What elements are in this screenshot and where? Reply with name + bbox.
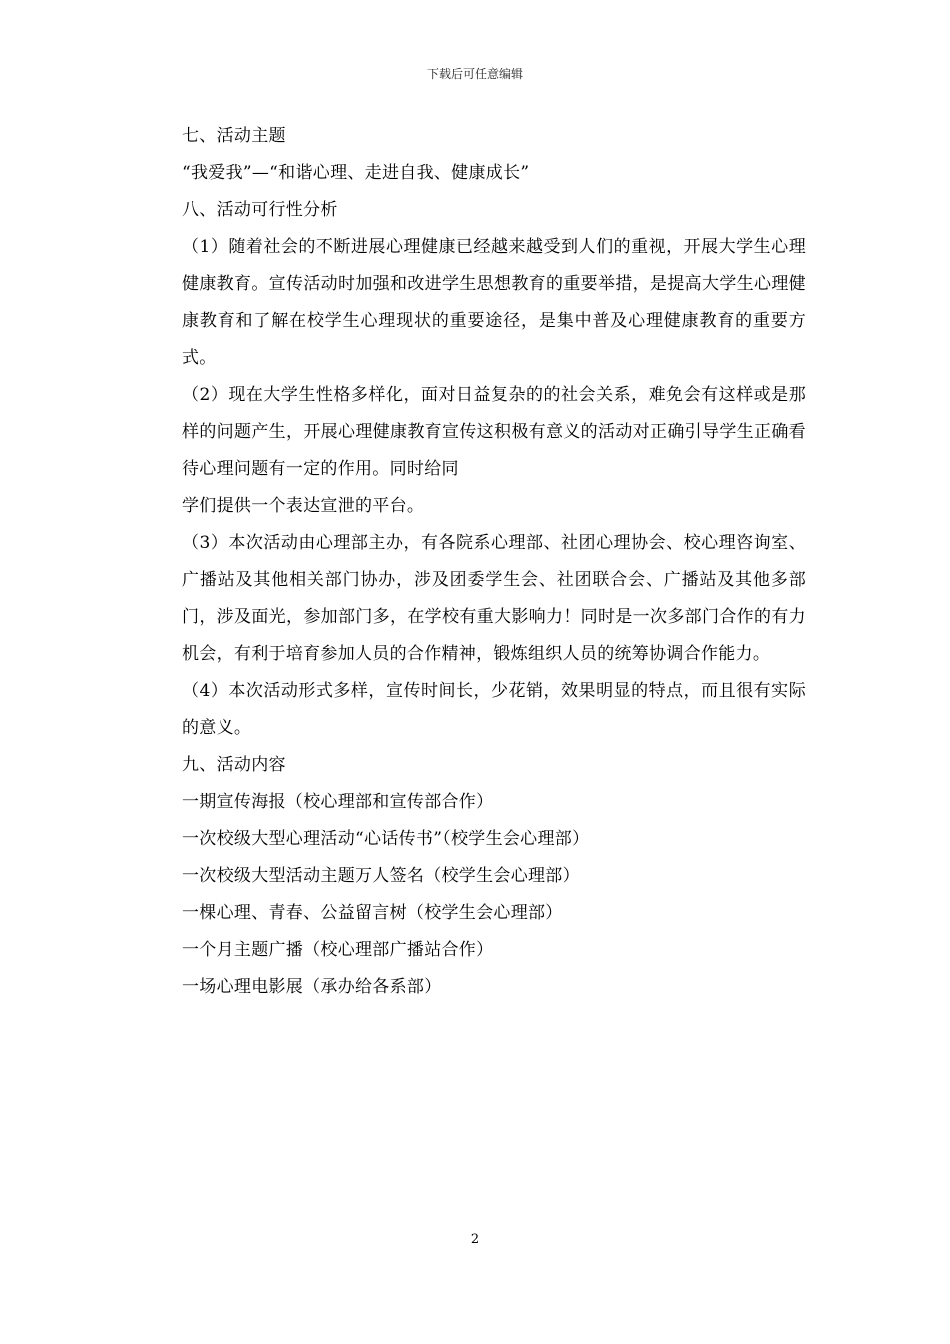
page-number: 2 [470, 1232, 480, 1247]
section-heading-8: 八、活动可行性分析 [182, 200, 338, 220]
paragraph-4: （4）本次活动形式多样，宣传时间长，少花销，效果明显的特点，而且很有实际的意义。 [182, 681, 806, 738]
document-body [146, 118, 806, 1006]
content-item-2: 一次校级大型心理活动“心话传书”（校学生会心理部） [182, 829, 590, 849]
content-item-5: 一个月主题广播（校心理部广播站合作） [182, 940, 494, 960]
content-item-3: 一次校级大型活动主题万人签名（校学生会心理部） [182, 866, 580, 886]
section-heading-7: 七、活动主题 [182, 126, 286, 146]
paragraph-2-continued: 学们提供一个表达宣泄的平台。 [182, 496, 425, 516]
page-header: 下载后可任意编辑 [426, 67, 523, 81]
paragraph-3: （3）本次活动由心理部主办，有各院系心理部、社团心理协会、校心理咨询室、广播站及其他相关部门协办，涉及团委学生会、社团联合会、广播站及其他多部门，涉及面光，参加部门多，在学校有重大影响力！同时是一次多部门合作的有力机会，有利于培育参加人员的合作精神，锻炼组织人员的统筹协调合作能力。 [182, 533, 806, 664]
paragraph-1: （1）随着社会的不断进展心理健康已经越来越受到人们的重视，开展大学生心理健康教育。宣传活动时加强和改进学生思想教育的重要举措，是提高大学生心理健康教育和了解在校学生心理现状的重要途径，是集中普及心理健康教育的重要方式。 [182, 237, 806, 368]
content-item-6: 一场心理电影展（承办给各系部） [182, 977, 442, 997]
content-item-1: 一期宣传海报（校心理部和宣传部合作） [182, 792, 494, 812]
activity-theme: “我爱我”—“和谐心理、走进自我、健康成长” [182, 163, 530, 183]
section-heading-9: 九、活动内容 [182, 755, 286, 775]
content-item-4: 一棵心理、青春、公益留言树（校学生会心理部） [182, 903, 563, 923]
paragraph-2: （2）现在大学生性格多样化，面对日益复杂的的社会关系，难免会有这样或是那样的问题产生，开展心理健康教育宣传这积极有意义的活动对正确引导学生正确看待心理问题有一定的作用。同时给同 [182, 385, 806, 479]
